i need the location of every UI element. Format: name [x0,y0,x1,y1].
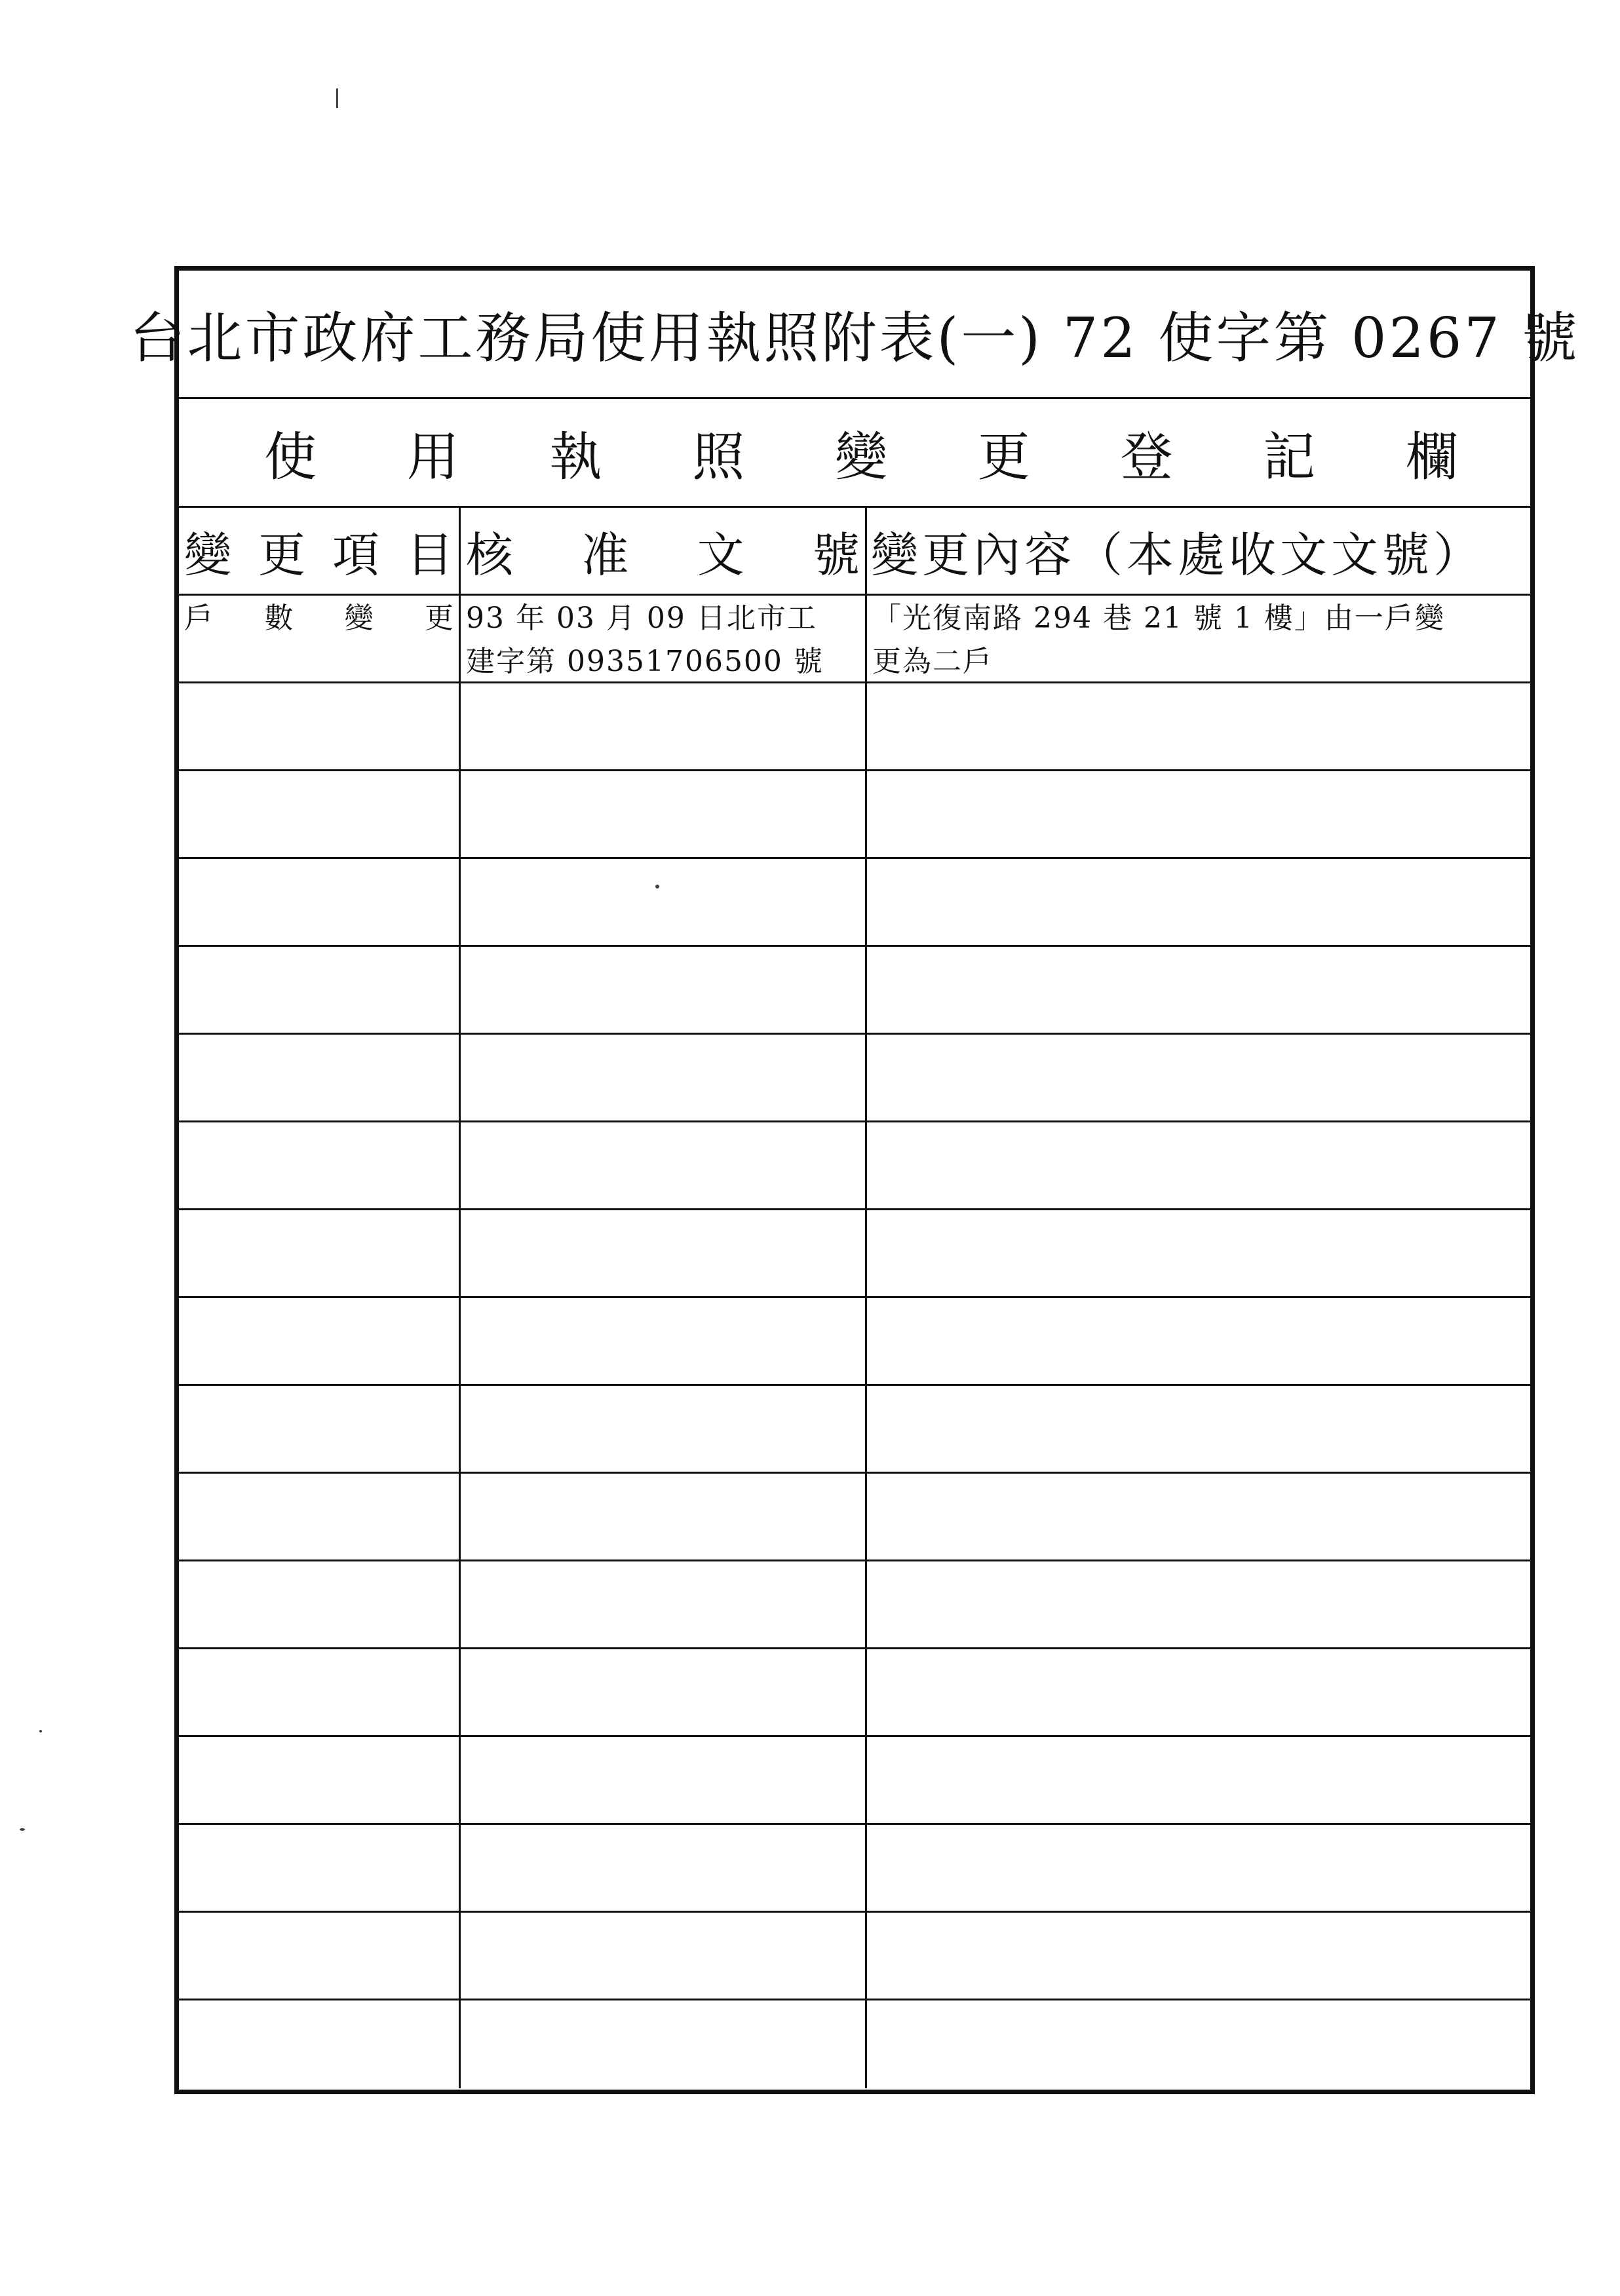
change-item-cell [179,1122,461,1208]
subtitle-char: 記 [1263,427,1316,488]
change-content-cell [867,2000,1530,2088]
scan-mark [20,1828,25,1831]
table-row [179,1122,1530,1210]
content-line: 「光復南路 294 巷 21 號 1 樓」由一戶變 [872,602,1445,635]
change-item-cell [179,1474,461,1559]
form-title-text: 台北市政府工務局使用執照附表(一) 72 使字第 0267 號 [129,306,1580,370]
approval-number-cell [461,1035,867,1120]
change-content-cell [867,947,1530,1033]
subtitle-char: 欄 [1406,427,1458,488]
table-row [179,859,1530,947]
change-content-cell [867,1737,1530,1823]
header-char: 文 [697,527,744,583]
change-item-cell [179,2000,461,2088]
form-title [129,271,1580,399]
table-row [179,1825,1530,1913]
table-row [179,596,1530,683]
change-item-cell [179,683,461,769]
table-header [179,508,1530,596]
change-item-cell [179,1649,461,1735]
change-item-cell [179,1825,461,1911]
change-registration-form [129,266,1580,2094]
change-item-cell [179,1298,461,1384]
approval-number-cell [461,1825,867,1911]
table-row [179,1474,1530,1561]
content-line: 更為二戶 [872,645,993,678]
item-char: 戶 [184,602,213,635]
item-char: 變 [344,602,374,635]
change-item-cell [179,1035,461,1120]
table-row [179,1386,1530,1474]
approval-number-cell [461,859,867,945]
table-body [179,596,1530,2090]
subtitle-char: 執 [549,427,602,488]
approval-number-cell [461,1122,867,1208]
approval-number-cell [461,683,867,769]
change-content-cell [867,1825,1530,1911]
header-char: 核 [466,527,514,583]
change-content-cell [867,771,1530,857]
change-item-cell [179,596,461,681]
table-row [179,1913,1530,2000]
header-char: 目 [406,527,453,583]
change-content-cell [867,1649,1530,1735]
approval-number-cell [461,2000,867,2088]
approval-number-cell [461,947,867,1033]
subtitle-char: 登 [1120,427,1173,488]
change-content-cell [867,1913,1530,1999]
approval-number-cell [461,596,867,681]
subtitle-char: 變 [835,427,887,488]
change-content-cell [867,1122,1530,1208]
change-content-cell [867,1210,1530,1296]
change-content-cell [867,1474,1530,1559]
table-row [179,1737,1530,1825]
change-item-cell [179,771,461,857]
subtitle-char: 更 [977,427,1030,488]
table-row [179,1210,1530,1298]
change-content-cell [867,1035,1530,1120]
change-content-cell [867,1386,1530,1472]
change-item-cell [179,1386,461,1472]
change-item-cell [179,1561,461,1647]
item-char: 數 [264,602,294,635]
change-content-cell [867,683,1530,769]
table-row [179,947,1530,1035]
subtitle-char: 用 [406,427,459,488]
approval-number-cell [461,1913,867,1999]
table-row [179,771,1530,859]
approval-line: 93 年 03 月 09 日北市工 [466,602,817,635]
scan-mark [655,885,659,889]
approval-number-cell [461,1298,867,1384]
change-item-cell [179,947,461,1033]
change-item-cell [179,1913,461,1999]
approval-number-cell [461,1561,867,1647]
header-approval-number [461,508,867,594]
change-content-cell [867,596,1530,681]
change-content-cell [867,859,1530,945]
change-item-cell [179,859,461,945]
header-content-text: 變更內容（本處收文文號） [871,527,1485,583]
table-row [179,1298,1530,1386]
table-row [179,1561,1530,1649]
header-char: 准 [581,527,629,583]
approval-line: 建字第 09351706500 號 [466,645,824,678]
change-content-cell [867,1561,1530,1647]
header-char: 項 [332,527,379,583]
change-item-cell [179,1210,461,1296]
table-row [179,1649,1530,1737]
approval-number-cell [461,1210,867,1296]
header-char: 號 [812,527,860,583]
approval-number-cell [461,1737,867,1823]
header-change-item [179,508,461,594]
header-change-content [867,508,1530,594]
table-row [179,1035,1530,1122]
change-item-cell [179,1737,461,1823]
approval-number-cell [461,771,867,857]
header-char: 更 [258,527,305,583]
approval-number-cell [461,1386,867,1472]
scan-mark [336,88,338,108]
header-char: 變 [184,527,232,583]
table-row [179,683,1530,771]
form-subtitle [179,399,1530,508]
change-content-cell [867,1298,1530,1384]
subtitle-char: 照 [692,427,745,488]
item-char: 更 [424,602,453,635]
approval-number-cell [461,1649,867,1735]
scan-mark [39,1730,42,1732]
subtitle-char: 使 [264,427,317,488]
table-row [179,2000,1530,2088]
approval-number-cell [461,1474,867,1559]
